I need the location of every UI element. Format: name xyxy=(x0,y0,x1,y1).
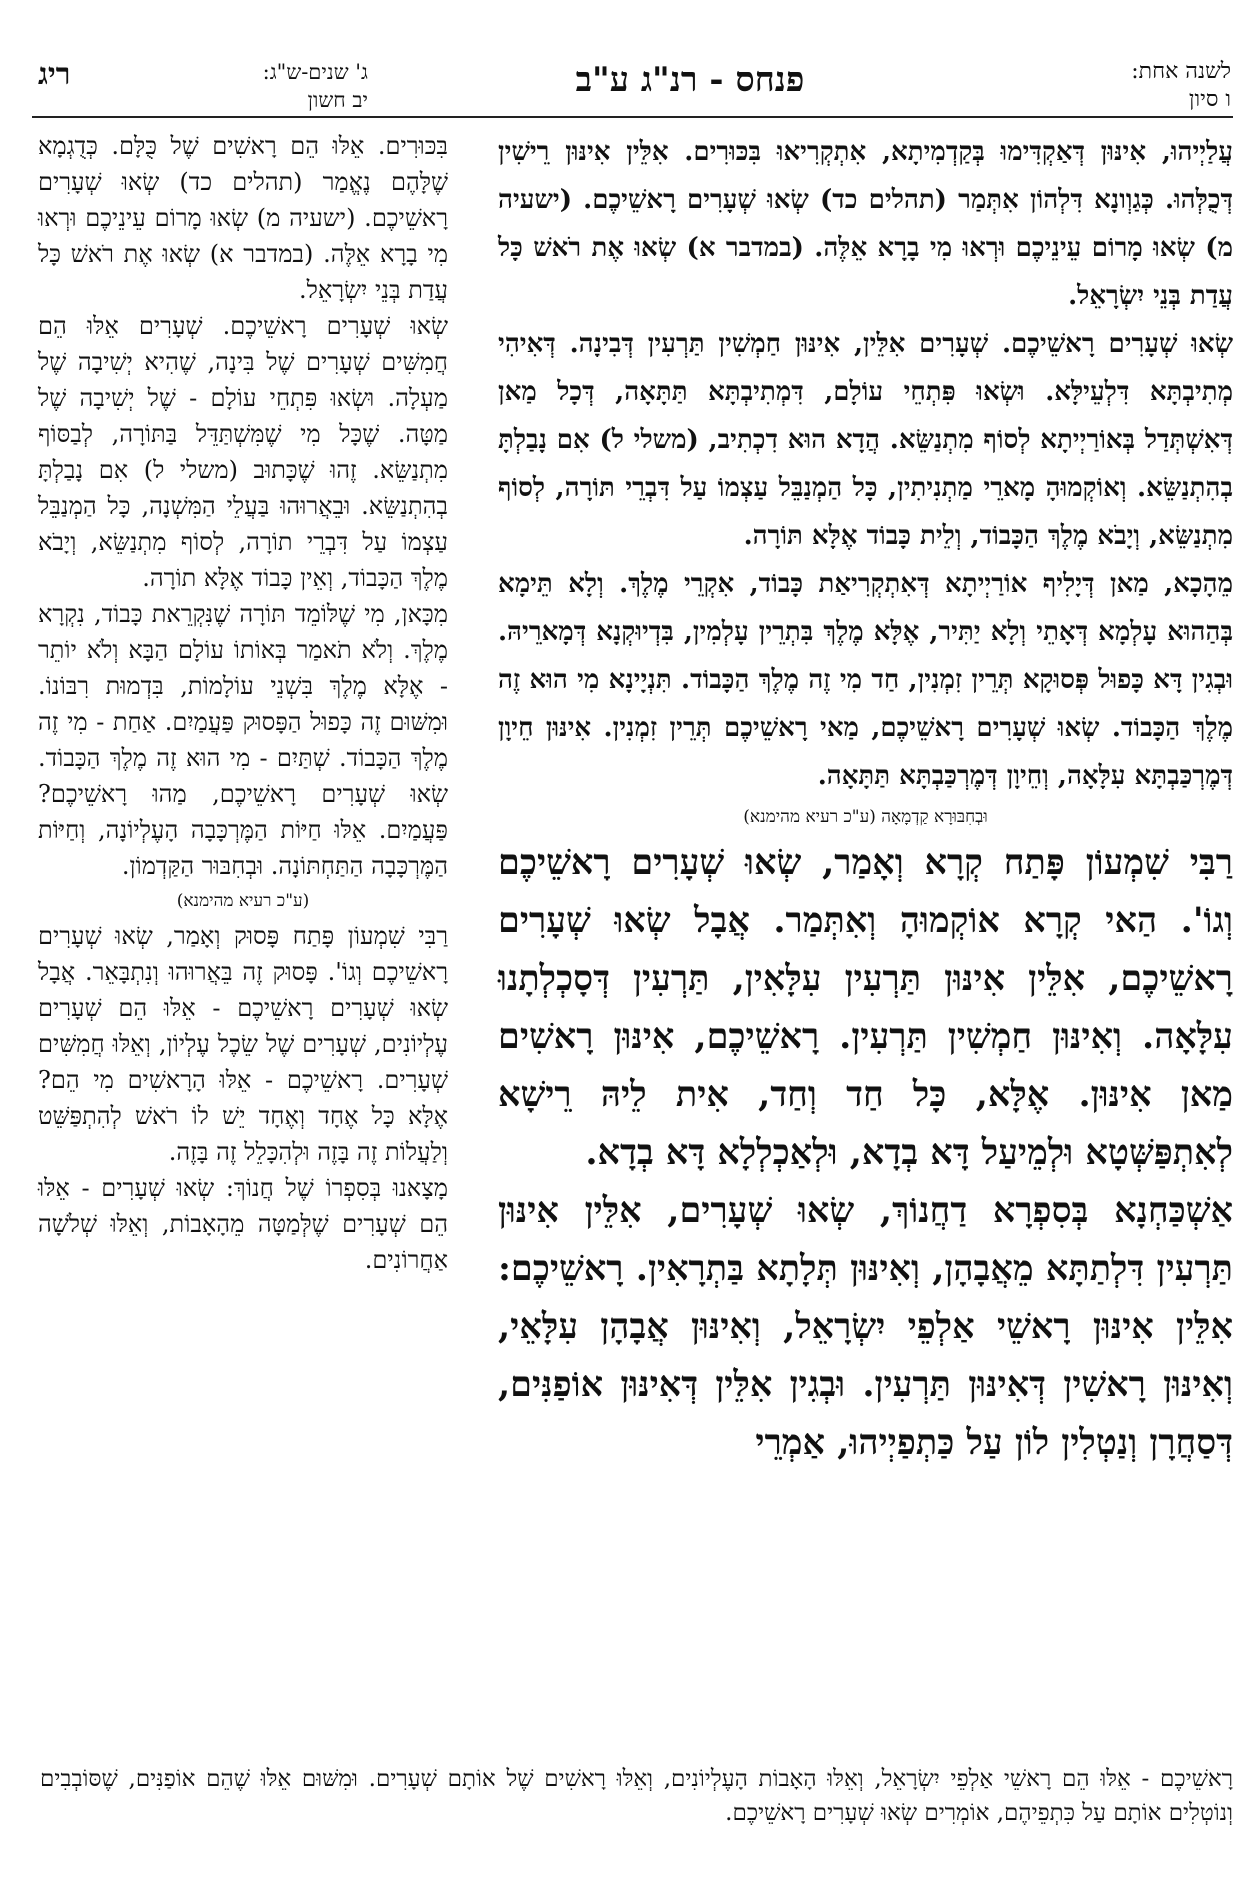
page-number: ריג xyxy=(38,57,71,92)
side-paragraph: מִכָּאן, מִי שֶׁלּוֹמֵד תּוֹרָה שֶׁנִּקְרֵאת כָּבוֹד, נִקְרָא מֶלֶךְ. וְלֹא תֹאמַר בְּאוֹתוֹ עוֹלָם הַבָּא וְלֹא יוֹתֵר - אֶלָּא מֶלֶךְ בִּשְׁנֵי עוֹלָמוֹת, בִּדְמוּת רִבּוֹנוֹ. וּמִשּׁוּם זֶה כָּפוּל הַפָּסוּק פַּעֲמַיִם. אַחַת - מִי זֶה מֶלֶךְ הַכָּבוֹד. שְׁתַּיִם - מִי הוּא זֶה מֶלֶךְ הַכָּבוֹד. שְׂאוּ שְׁעָרִים רָאשֵׁיכֶם, מַהוּ רָאשֵׁיכֶם? פַּעֲמַיִם. אֵלּוּ חַיּוֹת הַמֶּרְכָּבָה הָעֶלְיוֹנָה, וְחַיּוֹת הַמֶּרְכָּבָה הַתַּחְתּוֹנָה. וּבְחִבּוּר הַקַּדְמוֹן. xyxy=(38,600,448,880)
main-large-paragraph: רַבִּי שִׁמְעוֹן פָּתַח קְרָא וְאָמַר, שְׂאוּ שְׁעָרִים רָאשֵׁיכֶם וְגוֹ'. הַאי קְרָא אוֹקְמוּהָ וְאִתְּמַר. אֲבָל שְׂאוּ שְׁעָרִים רָאשֵׁיכֶם, אִלֵּין אִינּוּן תַּרְעִין עִלָּאִין, תַּרְעִין דְּסָכְלְתָנוּ עִלָּאָה. וְאִינּוּן חַמְשִׁין תַּרְעִין. רָאשֵׁיכֶם, אִינּוּן רָאשִׁים מַאן אִינּוּן. אֶלָּא, כָּל חַד וְחַד, אִית לֵיהּ רֵישָׁא לְאִתְפַּשְּׁטָא וּלְמֵיעַל דָּא בְדָא, וּלְאַכְלְלָא דָּא בְדָא. xyxy=(498,842,1233,1173)
header-left xyxy=(38,58,368,122)
header-divider xyxy=(32,116,1233,118)
footer-translation: רָאשֵׁיכֶם - אֵלּוּ הֵם רָאשֵׁי אַלְפֵי יִשְׂרָאֵל, וְאֵלּוּ הָאָבוֹת הָעֶלְיוֹנִים, וְאֵלּוּ רָאשִׁים שֶׁל אוֹתָם שְׁעָרִים. וּמִשּׁוּם אֵלּוּ שֶׁהֵם אוֹפַנִּים, שֶׁסּוֹבְבִים וְנוֹטְלִים אוֹתָם עַל כִּתְפֵיהֶם, אוֹמְרִים שְׂאוּ שְׁעָרִים רָאשֵׁיכֶם. xyxy=(40,1766,1233,1826)
main-paragraph: עֲלַיְיהוּ, אִינּוּן דְּאַקְדִּימוּ בְּקַדְמִיתָא, אִתְקְרִיאוּ בִּכּוּרִים. אִלֵּין אִינּוּן רֵישִׁין דְּכֻלְּהוּ. כְּגַוְונָא דִּלְהוֹן אִתְּמַר (תהלים כד) שְׂאוּ שְׁעָרִים רָאשֵׁיכֶם. (ישעיה מ) שְׂאוּ מָרוֹם עֵינֵיכֶם וּרְאוּ מִי בָרָא אֵלֶּה. (במדבר א) שְׂאוּ אֶת רֹאשׁ כָּל עֲדַת בְּנֵי יִשְׂרָאֵל. xyxy=(498,137,1233,311)
side-paragraph: מָצָאנוּ בְּסִפְרוֹ שֶׁל חֲנוֹךְ: שְׂאוּ שְׁעָרִים - אֵלּוּ הֵם שְׁעָרִים שֶׁלְּמַטָּה מֵהָאָבוֹת, וְאֵלּוּ שְׁלֹשָׁה אַחֲרוֹנִים. xyxy=(38,1174,448,1274)
side-paragraph: שְׂאוּ שְׁעָרִים רָאשֵׁיכֶם. שְׁעָרִים אֵלּוּ הֵם חֲמִשִּׁים שְׁעָרִים שֶׁל בִּינָה, שֶׁהִיא יְשִׁיבָה שֶׁל מַעְלָה. וּשְׂאוּ פִּתְחֵי עוֹלָם - שֶׁל יְשִׁיבָה שֶׁל מַטָּה. שֶׁכָּל מִי שֶׁמִּשְׁתַּדֵּל בַּתּוֹרָה, לְבַסּוֹף מִתְנַשֵּׂא. זֶהוּ שֶׁכָּתוּב (משלי ל) אִם נָבַלְתָּ בְהִתְנַשֵּׂא. וּבֵאֲרוּהוּ בַּעֲלֵי הַמִּשְׁנָה, כָּל הַמְנַבֵּל עַצְמוֹ עַל דִּבְרֵי תוֹרָה, לְסוֹף מִתְנַשֵּׂא, וְיָבֹא מֶלֶךְ הַכָּבוֹד, וְאֵין כָּבוֹד אֶלָּא תוֹרָה. xyxy=(38,312,448,592)
side-paragraph: רַבִּי שִׁמְעוֹן פָּתַח פָּסוּק וְאָמַר, שְׂאוּ שְׁעָרִים רָאשֵׁיכֶם וְגוֹ'. פָּסוּק זֶה בֵּאֲרוּהוּ וְנִתְבָּאֵר. אֲבָל שְׂאוּ שְׁעָרִים רָאשֵׁיכֶם - אֵלּוּ הֵם שְׁעָרִים עֶלְיוֹנִים, שְׁעָרִים שֶׁל שֵׂכֶל עֶלְיוֹן, וְאֵלּוּ חֲמִשִּׁים שְׁעָרִים. רָאשֵׁיכֶם - אֵלּוּ הָרָאשִׁים מִי הֵם? אֶלָּא כָּל אֶחָד וְאֶחָד יֵשׁ לוֹ רֹאשׁ לְהִתְפַּשֵּׁט וְלַעֲלוֹת זֶה בָּזֶה וּלְהִכָּלֵל זֶה בָּזֶה. xyxy=(38,922,448,1166)
main-note: וּבְחִבּוּרָא קַדְמָאָה (ע"כ רעיא מהימנא) xyxy=(743,807,988,827)
header-three-year-label: ג' שנים-ש"ג: xyxy=(262,60,368,84)
main-large-paragraph: אַשְׁכַּחְנָא בְּסִפְרָא דַחֲנוֹךְ, שְׂאוּ שְׁעָרִים, אִלֵּין אִינּוּן תַּרְעִין דִּלְתַתָּא מֵאֲבָהָן, וְאִינּוּן תְּלָתָא בַּתְרָאִין. רָאשֵׁיכֶם: אִלֵּין אִינּוּן רָאשֵׁי אַלְפֵי יִשְׂרָאֵל, וְאִינּוּן אֲבָהָן עִלָּאֵי, וְאִינּוּן רָאשִׁין דְּאִינּוּן תַּרְעִין. וּבְגִין אִלֵּין דְּאִינּוּן אוֹפַנִּים, דְּסַחֲרָן וְנַטְלִין לוֹן עַל כַּתְפַיְיהוּ, אַמְרֵי xyxy=(498,1190,1233,1463)
header-one-year-date: ו סיון xyxy=(1188,87,1231,112)
main-paragraph: מֵהָכָא, מַאן דְּיָלִיף אוֹרַיְיתָא דְּאִתְקְרִיאַת כָּבוֹד, אִקְרֵי מֶלֶךְ. וְלָא תֵּימָא בְּהַהוּא עָלְמָא דְּאָתֵי וְלָא יַתִּיר, אֶלָּא מֶלֶךְ בִּתְרֵין עָלְמִין, בִּדְיוּקְנָא דְּמָארֵיהּ. וּבְגִין דָּא כָּפוּל פְּסוּקָא תְּרֵין זִמְנִין, חַד מִי זֶה מֶלֶךְ הַכָּבוֹד. תִּנְיָינָא מִי הוּא זֶה מֶלֶךְ הַכָּבוֹד. שְׂאוּ שְׁעָרִים רָאשֵׁיכֶם, מַאי רָאשֵׁיכֶם תְּרֵין זִמְנִין. אִינּוּן חֵיוָן דְּמֶרְכַּבְתָּא עִלָּאָה, וְחֵיוָן דְּמֶרְכַּבְתָּא תַּתָּאָה. xyxy=(498,569,1234,791)
page-title: פנחס - רנ"ג ע"ב xyxy=(575,60,805,100)
main-paragraph: שְׂאוּ שְׁעָרִים רָאשֵׁיכֶם. שְׁעָרִים אִלֵּין, אִינּוּן חַמְשִׁין תַּרְעִין דְּבִינָה. דְּאִיהִי מְתִיבְתָּא דִּלְעֵילָּא. וּשְׂאוּ פִּתְחֵי עוֹלָם, דִּמְתִיבְתָּא תַּתָּאָה, דְּכָל מַאן דְּאִשְׁתְּדַל בְּאוֹרַיְיתָא לְסוֹף מִתְנַשֵּׂא. הֲדָא הוּא דִכְתִיב, (משלי ל) אִם נָבַלְתָּ בְהִתְנַשֵּׂא. וְאוֹקְמוּהָ מָארֵי מַתְנִיתִין, כָּל הַמְנַבֵּל עַצְמוֹ עַל דִּבְרֵי תּוֹרָה, לְסוֹף מִתְנַשֵּׂא, וְיָבֹא מֶלֶךְ הַכָּבוֹד, וְלֵית כָּבוֹד אֶלָּא תּוֹרָה. xyxy=(498,329,1233,551)
side-note: (ע"כ רעיא מהימנא) xyxy=(176,891,310,911)
header-three-year-schedule xyxy=(98,58,368,114)
main-column-aramaic xyxy=(498,128,1233,1472)
header-three-year-date: יב חשון xyxy=(307,88,368,112)
header-one-year-label: לשנה אחת: xyxy=(1131,59,1231,84)
side-column-translation xyxy=(38,128,448,1278)
side-paragraph: בִּכּוּרִים. אֵלּוּ הֵם רָאשִׁים שֶׁל כֻּלָּם. כְּדֻגְמָא שֶׁלָּהֶם נֶאֱמַר (תהלים כד) שְׂאוּ שְׁעָרִים רָאשֵׁיכֶם. (ישעיה מ) שְׂאוּ מָרוֹם עֵינֵיכֶם וּרְאוּ מִי בָרָא אֵלֶּה. (במדבר א) שְׂאוּ אֶת רֹאשׁ כָּל עֲדַת בְּנֵי יִשְׂרָאֵל. xyxy=(38,132,448,304)
header-daily-schedule xyxy=(1041,58,1231,122)
